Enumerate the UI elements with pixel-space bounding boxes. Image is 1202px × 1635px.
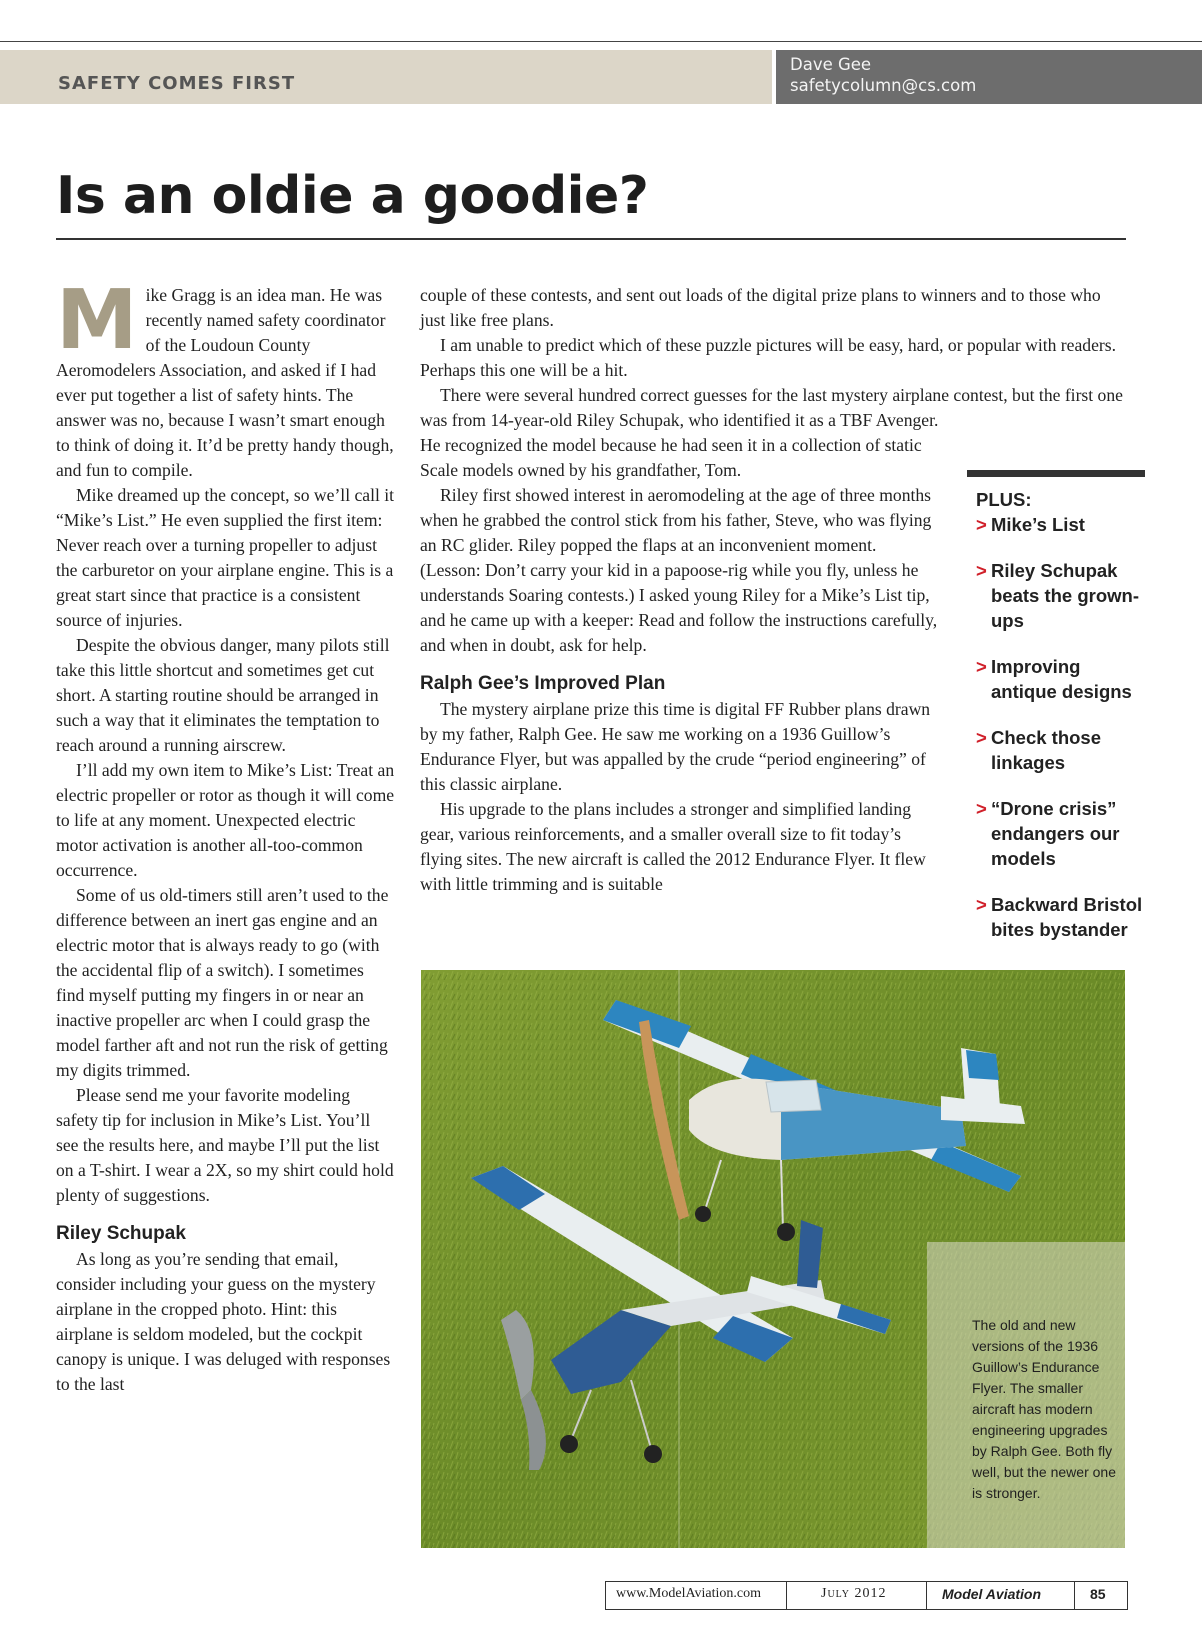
photo-caption: The old and new versions of the 1936 Guillow’s Endurance Flyer. The smaller aircraft has modern engineering upgrades by Ralph Gee. Both fly well, but the newer one is stronger. — [972, 1317, 1116, 1501]
footer-divider — [1074, 1582, 1075, 1609]
subhead: Ralph Gee’s Improved Plan — [420, 673, 666, 694]
author-name: Dave Gee — [790, 55, 872, 74]
paragraph: Riley first showed interest in aeromodeling at the age of three months when he grabbed the control stick from his father, Steve, who was flying an RC glider. Riley popped the flaps at an inconvenient moment. (Lesson: Don’t carry your kid in a papoose-rig while you fly, unless he understands Soaring contests.) I asked young Riley for a Mike’s List tip, and he came up with a keeper: Read and follow the instructions carefully, and when in doubt, ask for help. — [420, 485, 938, 655]
footer-divider — [926, 1582, 927, 1609]
sidebar-item: > Mike’s List — [976, 514, 1085, 535]
author-email[interactable]: safetycolumn@cs.com — [790, 76, 977, 95]
paragraph: The mystery airplane prize this time is digital FF Rubber plans drawn by my father, Ralph Gee. He saw me working on a 1936 Guillow’s Endurance Flyer, but was appalled by the crude “period engineering” of this classic airplane. — [420, 699, 931, 794]
page-title: Is an oldie a goodie? — [56, 166, 649, 226]
sidebar-item: > Check those linkages — [976, 727, 1102, 773]
footer-divider — [786, 1582, 787, 1609]
paragraph: His upgrade to the plans includes a stronger and simplified landing gear, various reinforcements, and a smaller overall size to fit today’s flying sites. The new aircraft is called the 2012 Endurance Flyer. It flew with little trimming and is suitable — [420, 799, 926, 894]
author-box — [776, 50, 1202, 104]
page-footer — [605, 1581, 1128, 1610]
paragraph: I am unable to predict which of these puzzle pictures will be easy, hard, or popular with readers. Perhaps this one will be a hit. — [420, 335, 1116, 380]
sidebar-item: > Riley Schupak beats the grown-ups — [976, 560, 1140, 631]
paragraph: ike Gragg is an idea man. He was recently named safety coordinator of the Loudoun County Aeromodelers Association, and asked if I had ever put together a list of safety hints. The answer was no, because I wasn’t smart enough to think of doing it. It’d be pretty handy though, and fun to compile. — [56, 285, 394, 480]
paragraph: As long as you’re sending that email, consider including your guess on the mystery airplane in the cropped photo. Hint: this airplane is seldom modeled, but the cockpit canopy is unique. I was deluged with responses to the last — [56, 1249, 391, 1394]
page-number: 85 — [1090, 1586, 1106, 1602]
paragraph: Please send me your favorite modeling safety tip for inclusion in Mike’s List. You’ll see the results here, and maybe I’ll put the list on a T-shirt. I wear a 2X, so my shirt could hold plenty of suggestions. — [56, 1085, 394, 1205]
paragraph: Mike dreamed up the concept, so we’ll call it “Mike’s List.” He even supplied the first item: Never reach over a turning propeller to adjust the carburetor on your airplane engine. This is a great start since that practice is a consistent source of injuries. — [56, 485, 395, 630]
headline-rule — [56, 238, 1126, 240]
sidebar-marker: > — [976, 798, 987, 819]
subhead: Riley Schupak — [56, 1223, 186, 1244]
plus-sidebar — [967, 470, 1145, 963]
sidebar-marker: > — [976, 656, 987, 677]
sidebar-marker: > — [976, 727, 987, 748]
article-column-1 — [56, 273, 396, 1397]
sidebar-item: > “Drone crisis” endangers our models — [976, 798, 1120, 869]
footer-magazine: Model Aviation — [942, 1586, 1042, 1602]
paragraph: I’ll add my own item to Mike’s List: Treat an electric propeller or rotor as though it will come to life at any moment. Unexpected electric motor activation is another all-too-common occurrence. — [56, 760, 395, 880]
top-rule — [0, 41, 1202, 42]
sidebar-marker: > — [976, 560, 987, 581]
sidebar-item: > Improving antique designs — [976, 656, 1132, 702]
paragraph-part: There were several hundred correct guesses for the last mystery airplane contest, but the first one was from 14-year-old Riley Schupak, who identified it as a TBF Avenger. — [420, 385, 1123, 430]
footer-date: July 2012 — [821, 1586, 887, 1601]
paragraph: Despite the obvious danger, many pilots still take this little shortcut and sometimes get cut short. A starting routine should be arranged in such a way that it eliminates the temptation to reach around a running airscrew. — [56, 635, 390, 755]
sidebar-item: > Backward Bristol bites bystander — [976, 894, 1143, 940]
section-label: SAFETY COMES FIRST — [58, 73, 296, 94]
sidebar-marker: > — [976, 894, 987, 915]
paragraph-part: He recognized the model because he had seen it in a collection of static Scale models owned by his grandfather, Tom. — [420, 435, 922, 480]
paragraph: couple of these contests, and sent out loads of the digital prize plans to winners and to those who just like free plans. — [420, 285, 1101, 330]
footer-url[interactable]: www.ModelAviation.com — [616, 1586, 762, 1601]
paragraph: Some of us old-timers still aren’t used to the difference between an inert gas engine and an electric motor that is always ready to go (with the accidental flip of a switch). I sometimes find myself putting my fingers in or near an inactive propeller arc when I could grasp the model farther aft and not run the risk of getting my digits trimmed. — [56, 885, 389, 1080]
paragraph — [420, 383, 1128, 483]
sidebar-marker: > — [976, 514, 987, 535]
sidebar-title: PLUS: — [976, 489, 1032, 510]
drop-cap: M — [56, 273, 138, 368]
